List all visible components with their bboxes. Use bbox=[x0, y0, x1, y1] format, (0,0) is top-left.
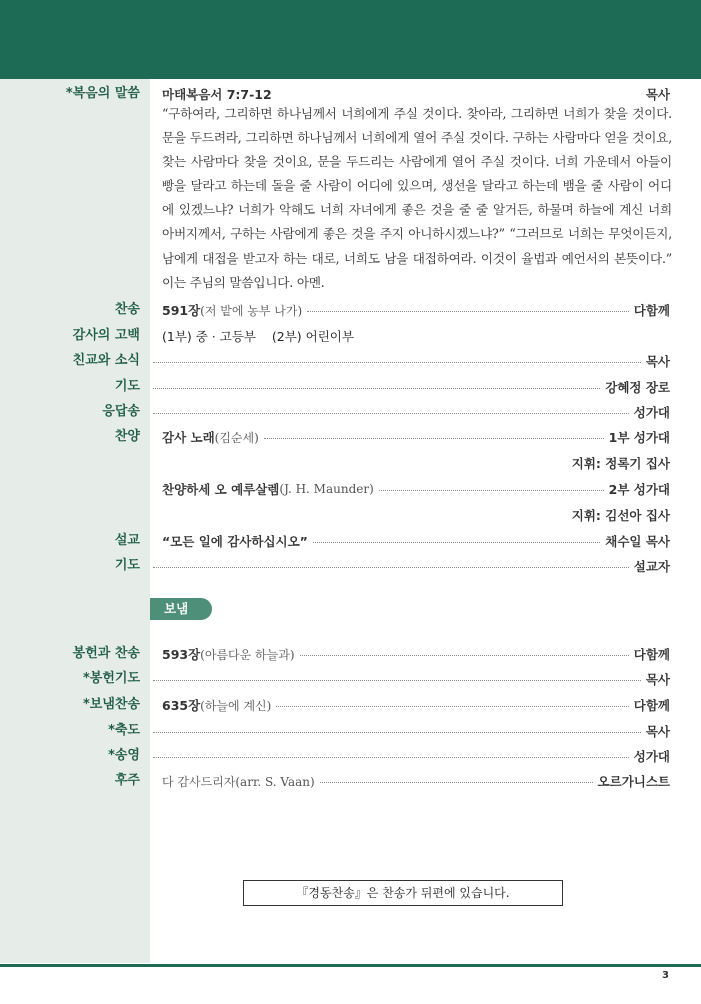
leader-dots bbox=[153, 680, 641, 681]
section-tab-sending: 보냄 bbox=[150, 598, 212, 620]
prayer-label: 기도 bbox=[114, 558, 140, 573]
amen-row bbox=[0, 744, 701, 768]
hymnal-note: 『경동찬송』은 찬송가 뒤편에 있습니다. bbox=[243, 880, 563, 906]
leader-dots bbox=[153, 757, 629, 758]
leader-dots bbox=[153, 732, 641, 733]
benediction-label: *축도 bbox=[108, 723, 140, 738]
anthem-composer: (J. H. Maunder) bbox=[279, 482, 374, 496]
postlude-piece: 다 감사드리자(arr. S. Vaan) bbox=[162, 774, 315, 789]
thanks-label: 감사의 고백 bbox=[72, 328, 140, 343]
fellowship-row bbox=[0, 349, 701, 373]
offering-row bbox=[0, 642, 701, 666]
hymn-number: 591장 bbox=[162, 303, 201, 318]
thanks-row bbox=[0, 324, 701, 348]
gospel-leader: 목사 bbox=[645, 87, 670, 102]
response-leader: 성가대 bbox=[633, 405, 670, 420]
prayer-leader: 설교자 bbox=[633, 559, 670, 574]
response-row bbox=[0, 400, 701, 424]
hymn-number: 593장 bbox=[162, 647, 201, 662]
fellowship-leader: 목사 bbox=[645, 354, 670, 369]
prayer-label: 기도 bbox=[114, 379, 140, 394]
offering-prayer-label: *봉헌기도 bbox=[82, 671, 140, 686]
anthem-title: 감사 노래 bbox=[162, 430, 215, 445]
sermon-title: “모든 일에 감사하십시오” bbox=[162, 534, 308, 549]
leader-dots bbox=[153, 413, 629, 414]
hymn-label: 찬송 bbox=[114, 302, 140, 317]
anthem-title: 찬양하세 오 예루살렘 bbox=[162, 482, 280, 497]
sermon-preacher: 채수일 목사 bbox=[605, 534, 670, 549]
prayer-row bbox=[0, 554, 701, 578]
page-number: 3 bbox=[662, 970, 669, 981]
offering-label: 봉헌과 찬송 bbox=[72, 646, 140, 661]
leader-dots bbox=[153, 567, 629, 568]
amen-label: *송영 bbox=[108, 748, 140, 763]
leader-dots bbox=[320, 782, 593, 783]
anthem-choir: 1부 성가대 bbox=[608, 430, 670, 445]
footer-rule bbox=[0, 964, 701, 967]
hymn-row bbox=[0, 298, 701, 322]
leader-dots bbox=[300, 655, 629, 656]
hymn-number: 635장 bbox=[162, 698, 201, 713]
hymn-leader: 다함께 bbox=[633, 303, 670, 318]
anthem-label: 찬양 bbox=[114, 429, 140, 444]
conductor-row bbox=[0, 503, 701, 527]
leader-dots bbox=[264, 438, 604, 439]
fellowship-label: 친교와 소식 bbox=[72, 353, 140, 368]
anthem-composer: (김순세) bbox=[214, 430, 259, 445]
amen-leader: 성가대 bbox=[633, 749, 670, 764]
benediction-leader: 목사 bbox=[645, 724, 670, 739]
hymn-title: (저 밭에 농부 나가) bbox=[200, 303, 303, 318]
offering-prayer-row bbox=[0, 667, 701, 691]
sending-hymn-leader: 다함께 bbox=[633, 698, 670, 713]
anthem-choir: 2부 성가대 bbox=[608, 482, 670, 497]
anthem-row bbox=[0, 477, 701, 501]
header-band bbox=[0, 0, 701, 79]
gospel-label: *복음의 말씀 bbox=[65, 86, 140, 101]
postlude-performer: 오르가니스트 bbox=[597, 774, 670, 789]
anthem-conductor: 지휘: 김선아 집사 bbox=[571, 508, 670, 523]
offering-prayer-leader: 목사 bbox=[645, 672, 670, 687]
anthem-row bbox=[0, 425, 701, 449]
offering-leader: 다함께 bbox=[633, 647, 670, 662]
gospel-reference: 마태복음서 7:7-12 bbox=[162, 87, 272, 102]
scripture-text: “구하여라, 그리하면 하나님께서 너희에게 주실 것이다. 찾아라, 그리하면 너희가 찾을 것이다. 문을 두드려라, 그리하면 하나님께서 너희에게 열어 주실 것이다. 구하는 사람마다 얻을 것이요, 찾는 사람마다 찾을 것이요, 문을 두드리는 사람에게 열어 주실 것이다. 너희 가운데서 아들이 빵을 달라고 하는데 돌을 줄 사람이 어디에 있으며, 생선을 달라고 하는데 뱀을 줄 사람이 어디에 있겠느냐? 너희가 악해도 너희 자녀에게 좋은 것을 줄 줄 알거든, 하물며 하늘에 계신 너희 아버지께서, 구하는 사람에게 좋은 것을 주지 아니하시겠느냐?” “그러므로 너희는 무엇이든지, 남에게 대접을 받고자 하는 대로, 너희도 남을 대접하여라. 이것이 율법과 예언서의 본뜻이다.” 이는 주님의 말씀입니다. 아멘. bbox=[162, 106, 672, 290]
sending-hymn-label: *보냄찬송 bbox=[82, 697, 140, 712]
leader-dots bbox=[313, 542, 600, 543]
sermon-label: 설교 bbox=[114, 533, 140, 548]
leader-dots bbox=[153, 388, 600, 389]
leader-dots bbox=[153, 362, 641, 363]
leader-dots bbox=[379, 490, 604, 491]
sermon-row bbox=[0, 529, 701, 553]
response-label: 응답송 bbox=[102, 404, 140, 419]
anthem-conductor: 지휘: 정록기 집사 bbox=[571, 456, 670, 471]
postlude-label: 후주 bbox=[114, 773, 140, 788]
thanks-text: (1부) 중 · 고등부 (2부) 어린이부 bbox=[162, 329, 354, 344]
sending-hymn-row bbox=[0, 693, 701, 717]
postlude-row bbox=[0, 769, 701, 793]
hymn-title: (아름다운 하늘과) bbox=[200, 647, 295, 662]
conductor-row bbox=[0, 451, 701, 475]
prayer-row bbox=[0, 375, 701, 399]
benediction-row bbox=[0, 719, 701, 743]
hymn-title: (하늘에 계신) bbox=[200, 698, 272, 713]
leader-dots bbox=[307, 311, 629, 312]
prayer-leader: 강혜정 장로 bbox=[605, 380, 670, 395]
leader-dots bbox=[276, 706, 628, 707]
